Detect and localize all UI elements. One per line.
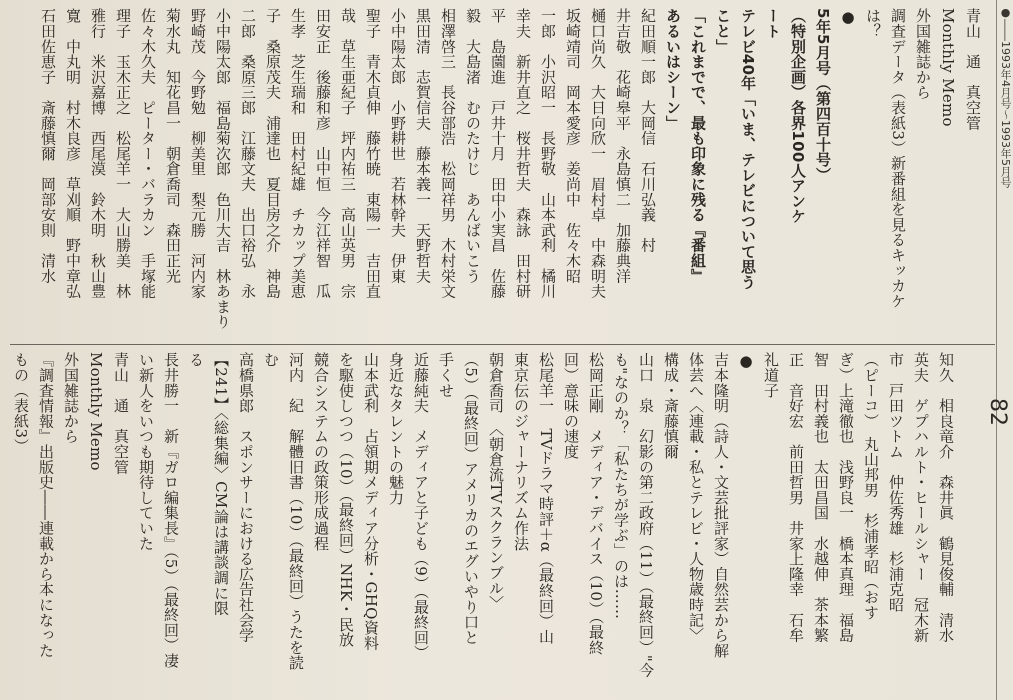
toc-line-upper: あるいはシーン」: [664, 8, 682, 131]
toc-line-lower: 東京伝のジャーナリズム作法: [512, 352, 530, 551]
toc-line-upper: 外国雑誌から: [914, 8, 932, 100]
toc-line-lower: （ピーコ） 丸山邦男 杉浦孝昭（おす: [862, 352, 880, 620]
toc-line-upper: 5年5月号（第四百十号）: [814, 8, 832, 183]
toc-line-lower: 吉本隆明（詩人・文芸批評家）自然芸から解: [712, 352, 730, 658]
toc-line-upper: テレビ40年「いま、テレビについて思う: [739, 8, 757, 290]
toc-line-lower: 智 田村義也 太田昌国 水越伸 茶本繁: [812, 352, 830, 643]
section-divider: [10, 344, 995, 345]
toc-line-lower: 競合システムの政策形成過程: [312, 352, 330, 551]
toc-line-lower: む: [262, 352, 280, 368]
toc-line-upper: 石田佐恵子 斎藤慎爾 岡部安則 清水: [39, 8, 57, 284]
toc-line-lower: 手くせ: [437, 352, 455, 398]
toc-line-lower: 高橋県郎 スポンサーにおける広告社会学: [237, 352, 255, 643]
toc-line-upper: 調査データ（表紙3）新番組を見るキッカケ: [889, 8, 907, 309]
toc-line-upper: 幸夫 新井直之 桜井哲夫 森詠 田村研: [514, 8, 532, 299]
toc-line-lower: 体芸へ〈連載・私とテレビ・人物歳時記〉: [687, 352, 705, 643]
toc-line-upper: 紀田順一郎 大岡信 石川弘義 村: [639, 8, 657, 253]
toc-line-upper: 青山 通 真空管: [964, 8, 982, 131]
toc-line-upper: ート: [764, 8, 782, 39]
toc-line-lower: 近藤純夫 メディアと子ども（9）（最終回）: [412, 352, 430, 661]
toc-line-upper: 樋口尚久 大日向欣一 眉村卓 中森明夫: [589, 8, 607, 299]
toc-line-lower: （5）（最終回）アメリカのエグいやり口と: [462, 352, 480, 646]
toc-line-upper: 黒田清 志賀信夫 藤本義一 天野哲夫: [414, 8, 432, 284]
toc-line-lower: 構成・斎藤慎爾: [662, 352, 680, 460]
toc-line-lower: 外国雑誌から: [62, 352, 80, 444]
toc-line-lower: 【241】〈総集編〉CM論は講談調に限: [212, 352, 230, 616]
toc-line-upper: 坂崎靖司 岡本愛彦 姜尚中 佐々木昭: [564, 8, 582, 284]
toc-line-upper: 理子 玉木正之 松尾羊一 大山勝美 林: [114, 8, 132, 299]
toc-line-lower: ぎ）上滝徹也 浅野良一 橋本真理 福島: [837, 352, 855, 643]
toc-line-upper: （特別企画）各界100人アンケ: [789, 8, 807, 224]
toc-line-upper: 菊水丸 知花昌一 朝倉喬司 森田正光: [164, 8, 182, 284]
toc-line-upper: こと」: [714, 8, 732, 54]
toc-line-upper: 平 島薗進 戸井十月 田中小実昌 佐藤: [489, 8, 507, 299]
toc-line-upper: 聖子 青木貞伸 藤竹暁 東陽一 吉田直: [364, 8, 382, 299]
toc-line-lower: を駆使しつつ（10）（最終回）NHK・民放: [337, 352, 355, 648]
toc-line-lower: い新人をいつも期待していた: [137, 352, 155, 551]
toc-line-lower: 松尾羊一 TVドラマ時評＋α（最終回）山: [537, 352, 555, 644]
toc-line-upper: 一郎 小沢昭一 長野敬 山本武利 橘川: [539, 8, 557, 299]
toc-line-lower: 山本武利 占領期メディア分析・GHQ資料: [362, 352, 380, 651]
running-head: ●――1993年4月号〜1993年5月号: [999, 6, 1012, 188]
toc-line-lower: 市 戸田ツトム 仲佐秀雄 杉浦克昭: [887, 352, 905, 613]
toc-line-upper: 雅行 米沢嘉博 西尾漠 鈴木明 秋山豊: [89, 8, 107, 299]
toc-line-lower: 正 音好宏 前田哲男 井家上隆幸 石牟: [787, 352, 805, 643]
toc-line-upper: ●: [839, 8, 857, 27]
toc-line-lower: 身近なタレントの魅力: [387, 352, 405, 505]
toc-line-upper: 小中陽太郎 小野耕世 若林幹夫 伊東: [389, 8, 407, 284]
toc-line-upper: 子 桑原茂夫 浦達也 夏目房之介 神島: [264, 8, 282, 299]
toc-line-lower: 礼道子: [762, 352, 780, 398]
toc-line-upper: 哉 草生亜紀子 坪内祐三 高山英男 宗: [339, 8, 357, 299]
toc-line-lower: も"なのか？「私たちが学ぶ」のは……: [612, 352, 630, 620]
table-of-contents-upper: [35, 8, 985, 338]
toc-line-lower: 回）意味の速度: [562, 352, 580, 460]
toc-line-lower: 山口 泉 幻影の第二政府（11）（最終回）"今: [637, 352, 655, 678]
toc-line-upper: 「これまでで、最も印象に残る『番組』: [689, 8, 707, 284]
toc-line-upper: 毅 大島渚 むのたけじ あんばいこう: [464, 8, 482, 284]
toc-line-upper: は？: [864, 8, 882, 39]
toc-line-upper: 井吉敬 花崎皋平 永島慎二 加藤典洋: [614, 8, 632, 284]
toc-line-lower: もの（表紙3）: [12, 352, 30, 454]
toc-line-lower: 英夫 ゲプハルト・ヒールシャー 冠木新: [912, 352, 930, 643]
toc-line-upper: 小中陽太郎 福島菊次郎 色川大吉 林あまり: [214, 8, 232, 330]
toc-line-lower: Monthly Memo: [87, 352, 105, 471]
toc-line-upper: 野崎茂 今野勉 柳美里 梨元勝 河内家: [189, 8, 207, 299]
toc-line-upper: 佐々木久夫 ピーター・バラカン 手塚能: [139, 8, 157, 299]
toc-line-upper: 相澤啓三 長谷部浩 松岡祥男 木村栄文: [439, 8, 457, 299]
toc-line-lower: る: [187, 352, 205, 368]
toc-line-lower: 『調査情報』出版史――連載から本になった: [37, 352, 55, 658]
table-of-contents-lower: [8, 352, 958, 692]
toc-line-upper: 寛 中丸明 村木良彦 草刈順 野中章弘: [64, 8, 82, 299]
toc-line-lower: 河内 紀 解體旧書（10）（最終回）うたを読: [287, 352, 305, 671]
toc-line-upper: Monthly Memo: [939, 8, 957, 127]
toc-line-lower: 松岡正剛 メディア・デバイス（10）（最終: [587, 352, 605, 655]
toc-line-lower: 青山 通 真空管: [112, 352, 130, 475]
page-number: 82: [985, 398, 1010, 426]
toc-line-lower: 知久 相良竜介 森井眞 鶴見俊輔 清水: [937, 352, 955, 643]
toc-line-upper: 二郎 桑原三郎 江藤文夫 出口裕弘 永: [239, 8, 257, 299]
toc-line-upper: 田安正 後藤和彦 山中恒 今江祥智 瓜: [314, 8, 332, 299]
toc-line-lower: 朝倉喬司 〈朝倉流TVスクランブル〉: [487, 352, 505, 611]
toc-line-upper: 生孝 芝生瑞和 田村紀雄 チカップ美恵: [289, 8, 307, 299]
toc-line-lower: 長井勝一 新『ガロ編集長』（5）（最終回）凄: [162, 352, 180, 669]
toc-line-lower: ●: [737, 352, 755, 371]
